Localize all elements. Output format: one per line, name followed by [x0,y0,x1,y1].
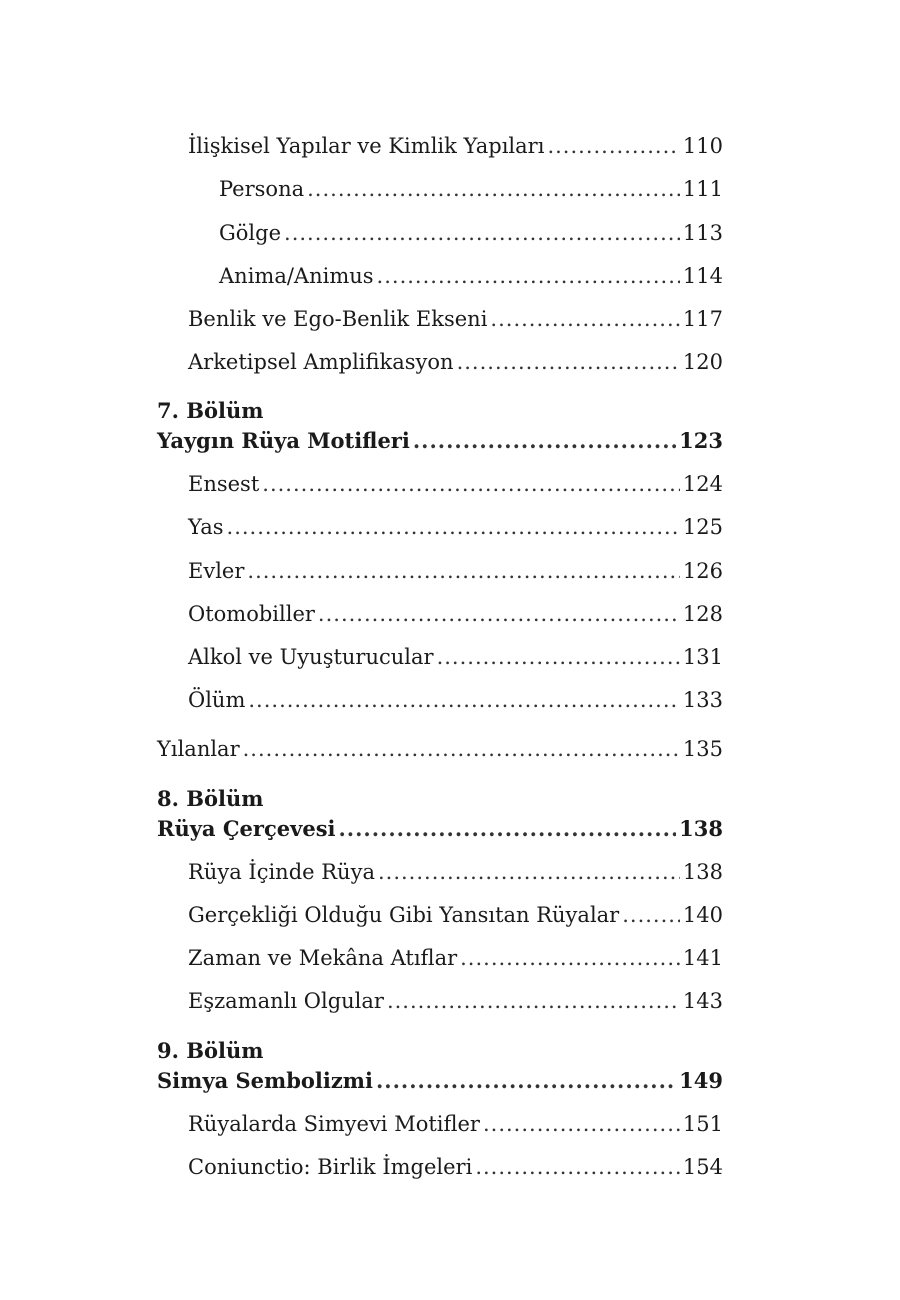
toc-entry[interactable] [157,900,723,930]
dot-leader [413,426,676,456]
toc-entry-page: 131 [682,645,723,669]
dot-leader [307,174,680,204]
toc-entry[interactable] [157,218,723,248]
toc-entry-page: 133 [682,688,723,712]
toc-entry-title: Otomobiller [188,602,315,626]
toc-entry-title: Gölge [219,221,282,245]
toc-entry-title: Gerçekliği Olduğu Gibi Yansıtan Rüyalar [188,903,620,927]
toc-entry-page: 141 [682,946,723,970]
dot-leader [376,1066,676,1096]
toc-entry-title: İlişkisel Yapılar ve Kimlik Yapıları [188,134,545,158]
toc-entry-page: 128 [682,602,723,626]
dot-leader [547,131,679,161]
toc-entry[interactable] [157,857,723,887]
toc-entry-page: 120 [682,350,723,374]
dot-leader [378,857,680,887]
toc-entry[interactable] [157,174,723,204]
toc-entry[interactable] [157,1109,723,1139]
toc-entry-page: 154 [682,1155,723,1179]
toc-entry[interactable] [157,1152,723,1182]
dot-leader [622,900,680,930]
chapter-8-label: 8. Bölüm [157,786,264,811]
dot-leader [247,556,680,586]
chapter-9-entry[interactable] [157,1066,723,1096]
dot-leader [387,986,680,1016]
toc-entry-title: Alkol ve Uyuşturucular [188,645,434,669]
toc-entry-title: Arketipsel Amplifikasyon [188,350,454,374]
toc-entry-page: 135 [682,737,723,761]
toc-entry-title: Yas [188,515,224,539]
chapter-title: Rüya Çerçevesi [157,816,336,841]
dot-leader [284,218,680,248]
chapter-9-label: 9. Bölüm [157,1038,264,1063]
dot-leader [243,734,680,764]
toc-entry[interactable] [157,512,723,542]
toc-entry[interactable] [157,599,723,629]
toc-entry[interactable] [157,556,723,586]
toc-entry[interactable] [157,261,723,291]
toc-entry-title: Rüya İçinde Rüya [188,860,375,884]
toc-entry-title: Ensest [188,472,260,496]
toc-entry-page: 140 [682,903,723,927]
chapter-7-label: 7. Bölüm [157,398,264,423]
toc-entry-title: Yılanlar [157,737,240,761]
chapter-page: 123 [679,428,723,453]
dot-leader [437,642,680,672]
toc-entry-title: Rüyalarda Simyevi Motifler [188,1112,480,1136]
dot-leader [377,261,680,291]
dot-leader [262,469,680,499]
toc-entry[interactable] [157,685,723,715]
chapter-title: Simya Sembolizmi [157,1068,373,1093]
dot-leader [475,1152,680,1182]
dot-leader [318,599,680,629]
toc-entry-page: 126 [682,559,723,583]
chapter-page: 138 [679,816,723,841]
toc-entry-page: 111 [682,177,723,201]
chapter-7-entry[interactable] [157,426,723,456]
toc-entry[interactable] [157,943,723,973]
toc-entry-title: Anima/Animus [219,264,374,288]
dot-leader [483,1109,680,1139]
toc-entry-title: Zaman ve Mekâna Atıflar [188,946,458,970]
toc-entry-page: 124 [682,472,723,496]
toc-entry-title: Persona [219,177,305,201]
toc-entry-page: 110 [682,134,723,158]
toc-entry-title: Benlik ve Ego-Benlik Ekseni [188,307,488,331]
toc-entry-page: 125 [682,515,723,539]
toc-entry-page: 117 [682,307,723,331]
dot-leader [460,943,680,973]
dot-leader [248,685,680,715]
toc-entry-title: Evler [188,559,245,583]
toc-entry-title: Coniunctio: Birlik İmgeleri [188,1155,473,1179]
toc-entry[interactable] [157,469,723,499]
dot-leader [227,512,680,542]
toc-entry[interactable] [157,642,723,672]
dot-leader [339,814,677,844]
toc-entry[interactable] [157,734,723,764]
toc-entry-page: 143 [682,989,723,1013]
table-of-contents [157,0,723,1300]
toc-entry-page: 114 [682,264,723,288]
toc-entry-title: Ölüm [188,688,246,712]
toc-entry-title: Eşzamanlı Olgular [188,989,384,1013]
toc-entry-page: 151 [682,1112,723,1136]
chapter-title: Yaygın Rüya Motifleri [157,428,410,453]
toc-entry[interactable] [157,986,723,1016]
toc-entry[interactable] [157,304,723,334]
dot-leader [490,304,679,334]
dot-leader [457,347,680,377]
chapter-8-entry[interactable] [157,814,723,844]
toc-entry-page: 138 [682,860,723,884]
toc-entry-page: 113 [682,221,723,245]
toc-entry[interactable] [157,131,723,161]
chapter-page: 149 [679,1068,723,1093]
toc-entry[interactable] [157,347,723,377]
